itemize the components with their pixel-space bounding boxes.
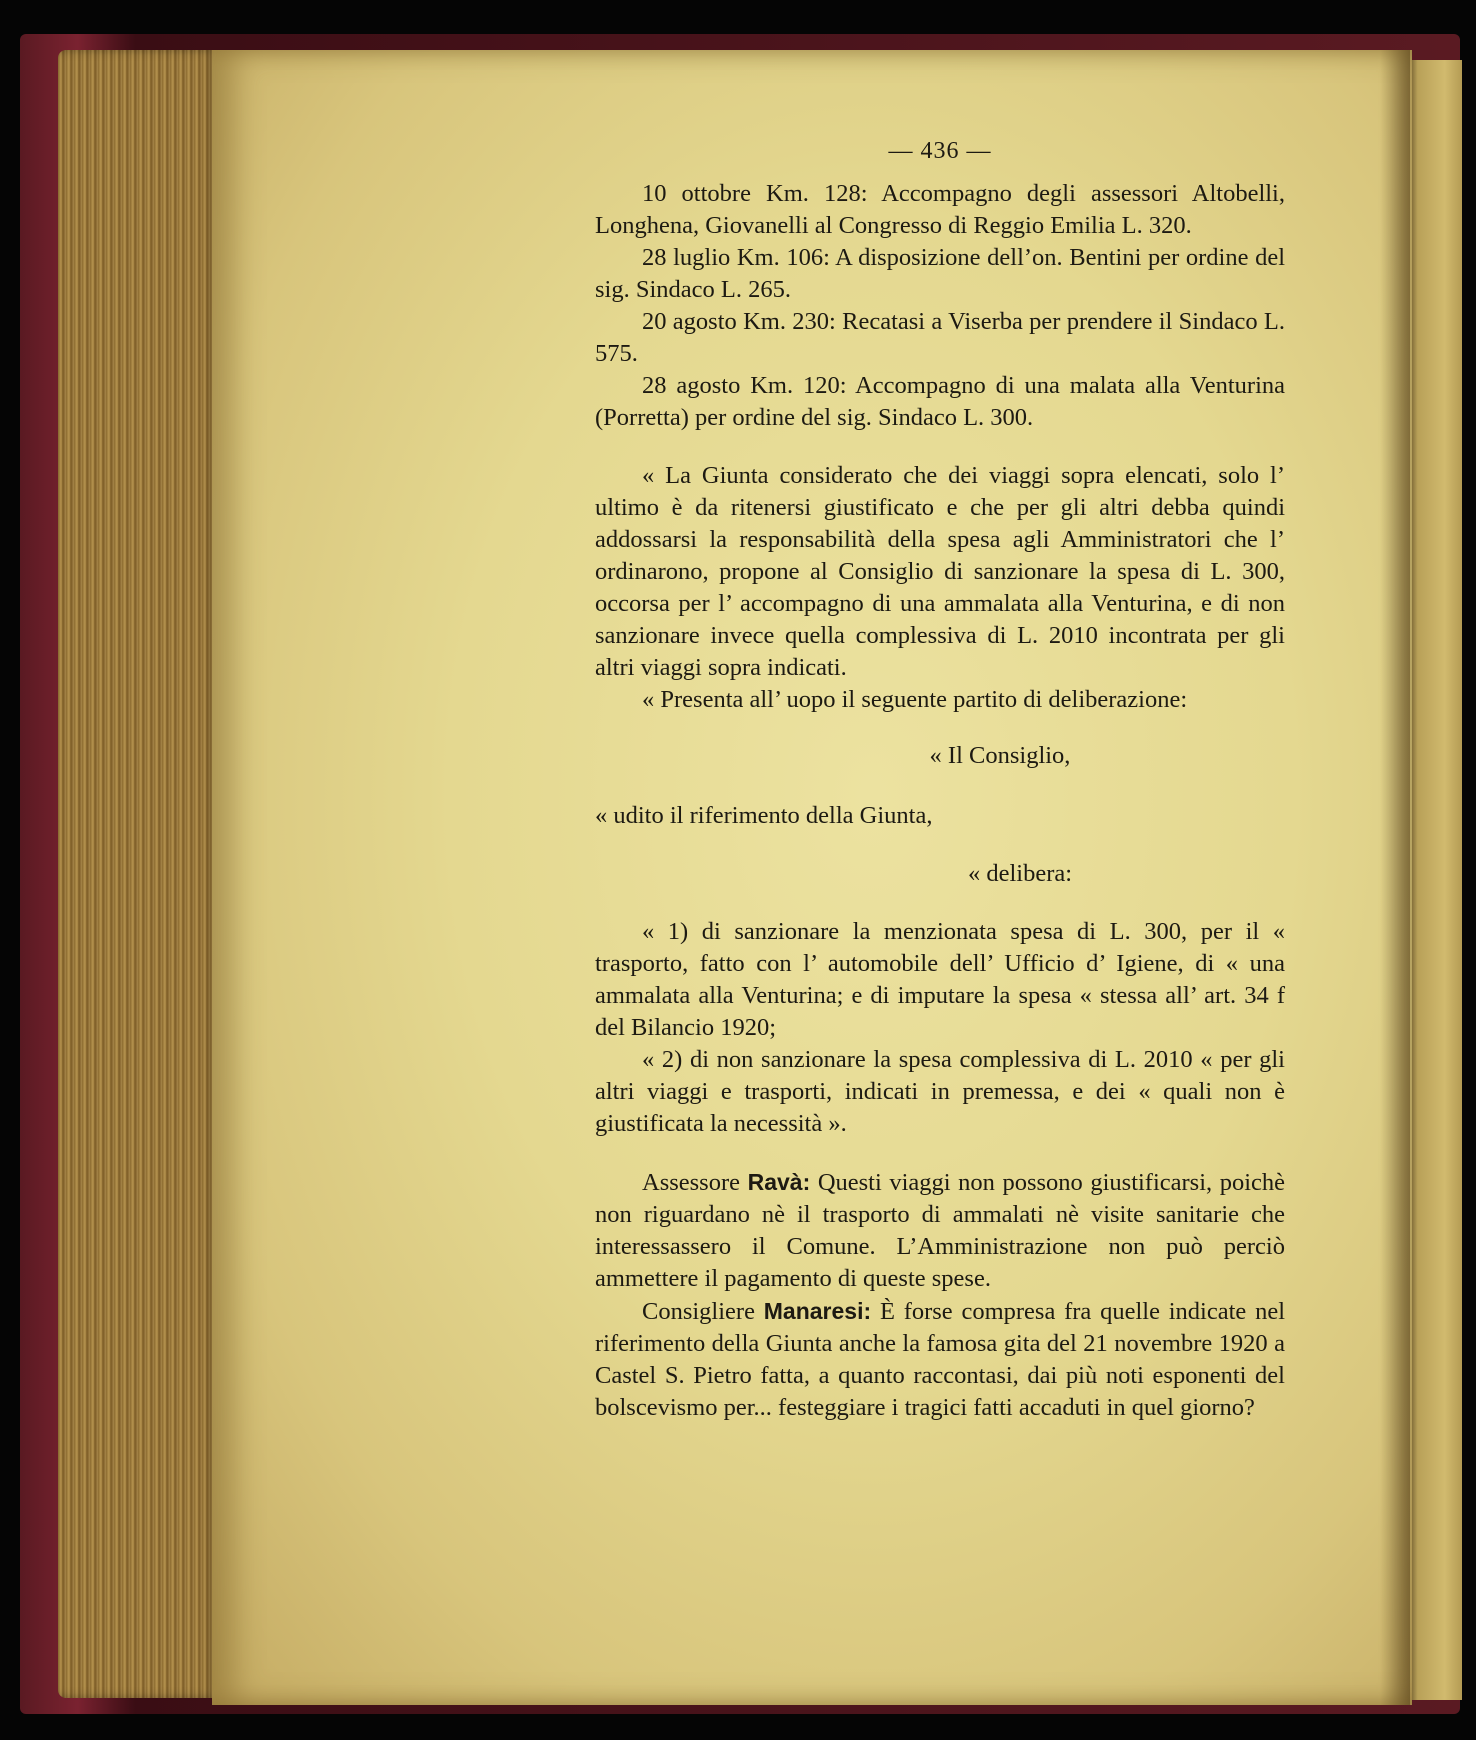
speaker-name: Manaresi: [763, 1298, 872, 1324]
giunta-paragraph: « La Giunta considerato che dei viaggi sopra elencati, solo l’ ultimo è da ritenersi giustificato e che per gli altri debba quindi addossarsi la responsabilità della spesa agli Amministratori che l’ ordinarono, propone al Consiglio di sanzionare la spesa di L. 300, occorsa per l’ accompagno di una ammalata alla Venturina, e di non sanzionare invece quella complessiva di L. 2010 incontrata per gli altri viaggi sopra indicati. [595, 462, 1285, 681]
expense-entry: 20 agosto Km. 230: Recatasi a Viserba per prendere il Sindaco L. 575. [595, 308, 1285, 367]
delibera-heading: « delibera: [967, 860, 1073, 887]
speech-text: Questi viaggi non possono giustificarsi, poichè non riguardano nè il trasporto di ammalati nè visite sanitarie che interessassero il Comune. L’Amministrazione non può perciò ammettere il pagamento di queste spese. [595, 1169, 1286, 1292]
speaker-role: Consigliere [642, 1298, 755, 1325]
speaker-name: Ravà: [747, 1169, 811, 1195]
presenta-line: « Presenta all’ uopo il seguente partito di deliberazione: [642, 686, 1188, 713]
expense-entry: 10 ottobre Km. 128: Accompagno degli assessori Altobelli, Longhena, Giovanelli al Congresso di Reggio Emilia L. 320. [595, 180, 1285, 239]
book-edge [1462, 60, 1476, 1700]
speech-manaresi [595, 1295, 1285, 1424]
page-edges [58, 50, 218, 1698]
expense-entry: 28 agosto Km. 120: Accompagno di una malata alla Venturina (Porretta) per ordine del sig. Sindaco L. 300. [595, 372, 1285, 431]
resolution-2: « 2) di non sanzionare la spesa complessiva di L. 2010 « per gli altri viaggi e trasporti, indicati in premessa, e dei « quali non è giustificata la necessità ». [595, 1046, 1285, 1137]
speech-text: È forse compresa fra quelle indicate nel riferimento della Giunta anche la famosa gita del 21 novembre 1920 a Castel S. Pietro fatta, a quanto raccontasi, dai più noti esponenti del bolscevismo per... festeggiare i tragici fatti accaduti in quel giorno? [595, 1298, 1286, 1421]
speaker-role: Assessore [642, 1169, 740, 1196]
udito-line: « udito il riferimento della Giunta, [595, 802, 933, 829]
speech-rava [595, 1166, 1285, 1295]
expense-entry: 28 luglio Km. 106: A disposizione dell’on. Bentini per ordine del sig. Sindaco L. 265. [595, 244, 1285, 303]
il-consiglio: « Il Consiglio, [929, 742, 1071, 769]
page-number: — 436 — [888, 138, 992, 164]
page-body [595, 178, 1285, 1424]
resolution-1: « 1) di sanzionare la menzionata spesa di L. 300, per il « trasporto, fatto con l’ automobile dell’ Ufficio d’ Igiene, di « una ammalata alla Venturina; e di imputare la spesa « stessa all’ art. 34 f del Bilancio 1920; [595, 918, 1285, 1041]
gutter-shadow [1380, 50, 1410, 1705]
